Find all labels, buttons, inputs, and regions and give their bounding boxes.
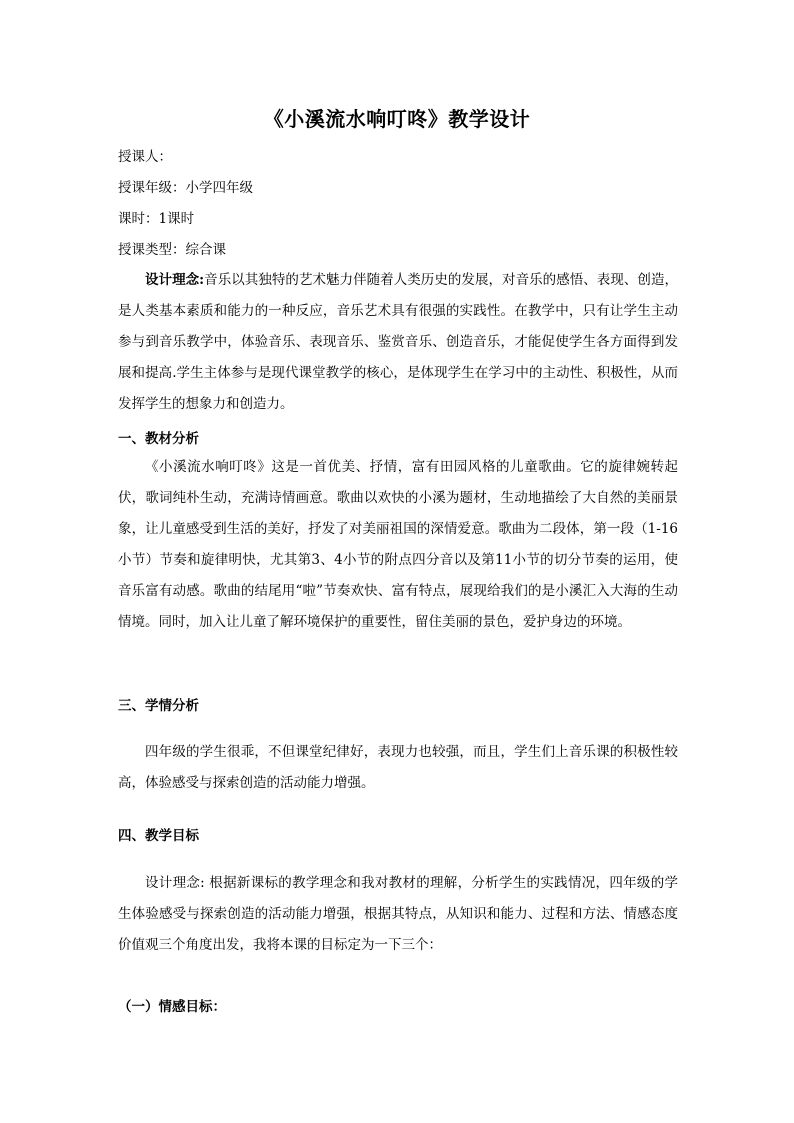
concept-label: 设计理念:	[145, 272, 205, 288]
section-heading-materials: 一、教材分析	[118, 431, 199, 447]
document-title: 《小溪流水响叮咚》教学设计	[263, 107, 531, 131]
students-paragraph: 四年级的学生很乖，不但课堂纪律好，表现力也较强，而且，学生们上音乐课的积极性较高，体验感受与探索创造的活动能力增强。	[118, 744, 678, 791]
hours-line: 课时：1课时	[118, 211, 195, 227]
type-line: 授课类型：综合课	[118, 242, 226, 258]
section-heading-objectives: 四、教学目标	[118, 828, 199, 844]
grade-line: 授课年级：小学四年级	[118, 180, 253, 196]
concept-paragraph	[118, 265, 678, 420]
teacher-line: 授课人：	[118, 149, 172, 165]
subheading-emotion-goal: （一）情感目标：	[118, 999, 226, 1015]
section-heading-students: 三、学情分析	[118, 698, 199, 714]
materials-paragraph: 《小溪流水响叮咚》这是一首优美、抒情，富有田园风格的儿童歌曲。它的旋律婉转起伏，歌词纯朴生动，充满诗情画意。歌曲以欢快的小溪为题材，生动地描绘了大自然的美丽景象，让儿童感受到生活的美好，抒发了对美丽祖国的深情爱意。歌曲为二段体，第一段（1-16小节）节奏和旋律明快，尤其第3、4小节的附点四分音以及第11小节的切分节奏的运用，使音乐富有动感。歌曲的结尾用“啦”节奏欢快、富有特点，展现给我们的是小溪汇入大海的生动情境。同时，加入让儿童了解环境保护的重要性，留住美丽的景色，爱护身边的环境。	[118, 459, 678, 630]
concept-text: 音乐以其独特的艺术魅力伴随着人类历史的发展，对音乐的感悟、表现、创造，是人类基本素质和能力的一种反应，音乐艺术具有很强的实践性。在教学中，只有让学生主动参与到音乐教学中，体验音乐、表现音乐、鉴赏音乐、创造音乐，才能促使学生各方面得到发展和提高.学生主体参与是现代课堂教学的核心，是体现学生在学习中的主动性、积极性，从而发挥学生的想象力和创造力。	[118, 272, 678, 412]
objectives-paragraph: 设计理念: 根据新课标的教学理念和我对教材的理解，分析学生的实践情况，四年级的学生体验感受与探索创造的活动能力增强，根据其特点，从知识和能力、过程和方法、情感态度价值观三个角度出发，我将本课的目标定为一下三个：	[118, 875, 678, 953]
